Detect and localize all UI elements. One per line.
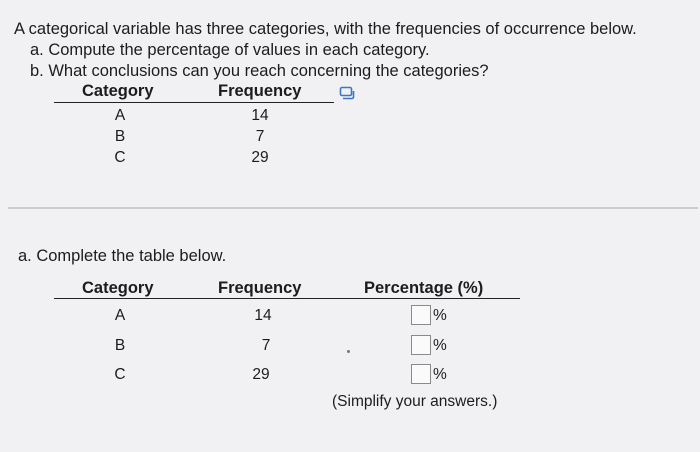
percent-unit: % — [433, 366, 447, 383]
answer-cell-frequency: 14 — [254, 307, 272, 324]
percentage-input-c[interactable] — [411, 364, 431, 384]
answer-cell-category: C — [114, 366, 126, 383]
copy-data-icon[interactable] — [339, 86, 355, 100]
percent-unit: % — [433, 307, 447, 324]
section-divider — [8, 207, 698, 209]
question-intro: A categorical variable has three categories, with the frequencies of occurrence below. — [14, 20, 637, 38]
given-cell-frequency: 7 — [255, 128, 265, 145]
answer-header-frequency: Frequency — [218, 279, 302, 297]
simplify-note: (Simplify your answers.) — [332, 393, 498, 410]
answer-cell-category: A — [114, 307, 126, 324]
answer-header-percentage: Percentage (%) — [364, 279, 484, 297]
answer-header-category: Category — [82, 279, 154, 297]
answer-cell-frequency: 7 — [261, 337, 271, 354]
given-cell-category: B — [114, 128, 126, 145]
given-header-frequency: Frequency — [218, 82, 302, 100]
question-part-b: b. What conclusions can you reach concerning the categories? — [30, 62, 489, 80]
given-cell-category: A — [114, 107, 126, 124]
given-header-category: Category — [82, 82, 154, 100]
percentage-input-a[interactable] — [411, 305, 431, 325]
given-cell-frequency: 29 — [251, 149, 269, 166]
given-cell-frequency: 14 — [251, 107, 269, 124]
answer-instruction: a. Complete the table below. — [18, 247, 227, 265]
percentage-input-b[interactable] — [411, 335, 431, 355]
answer-header-rule — [54, 298, 520, 299]
percent-unit: % — [433, 337, 447, 354]
answer-cell-frequency: 29 — [252, 366, 270, 383]
given-cell-category: C — [114, 149, 126, 166]
given-header-rule — [54, 102, 334, 103]
answer-cell-category: B — [114, 337, 126, 354]
question-part-a: a. Compute the percentage of values in each category. — [30, 41, 430, 59]
screen-speck — [347, 350, 350, 353]
